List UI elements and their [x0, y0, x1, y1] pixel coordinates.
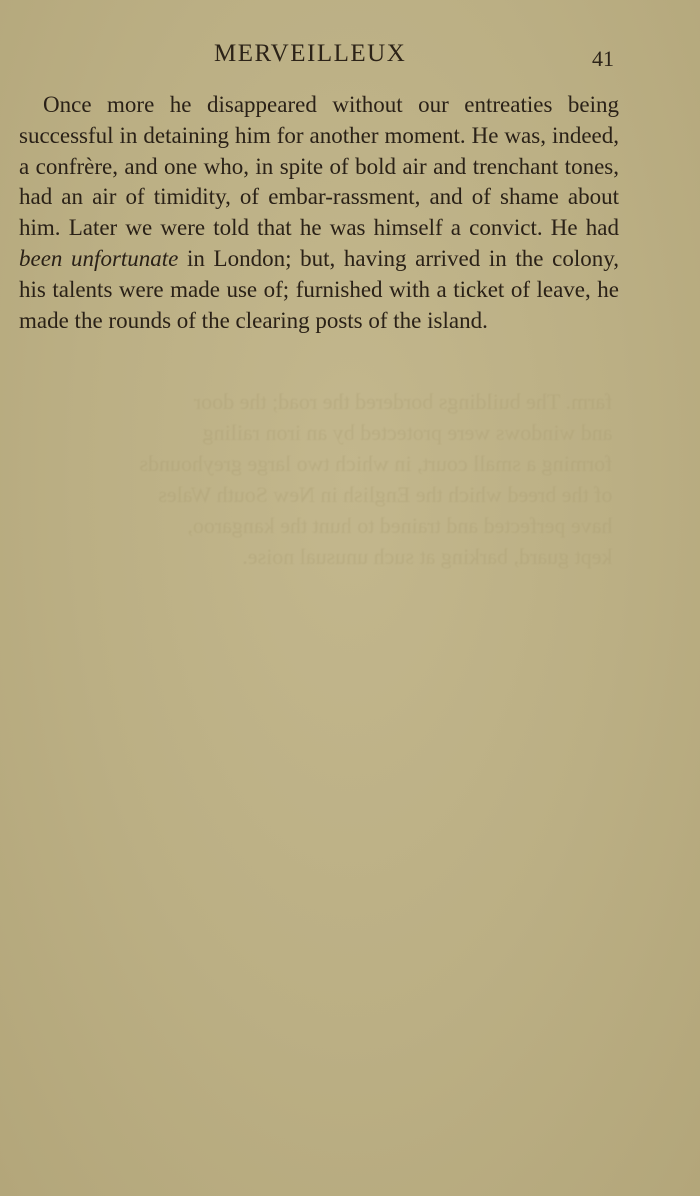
body-text-part-1: Once more he disappeared without our entreaties being successful in detaining him for another moment. He was, indeed, a confrère, and one who, in spite of bold air and trenchant tones, had an air of timidity, of embar-rassment, and of shame about him. Later we were told that he was himself a convict. He had — [19, 92, 619, 241]
page-header — [0, 40, 700, 76]
running-head: MERVEILLEUX — [214, 40, 407, 67]
body-text-part-2: in London; but, having arrived in the colony, his talents were made use of; furnished with a ticket of leave, he made the rounds of the clearing posts of the island. — [19, 245, 619, 333]
page-number: 41 — [592, 46, 614, 71]
body-paragraph — [19, 90, 619, 336]
italic-phrase: been unfortunate — [19, 245, 179, 271]
show-through-text: farm. The buildings bordered the road; the door and windows were protected by an iron railing forming a small court, in which two large greyhounds of the breed which the English in New South Wales have perfected and trained to hunt the kangaroo, kept guard, barking at such unusual noise. — [139, 389, 613, 569]
